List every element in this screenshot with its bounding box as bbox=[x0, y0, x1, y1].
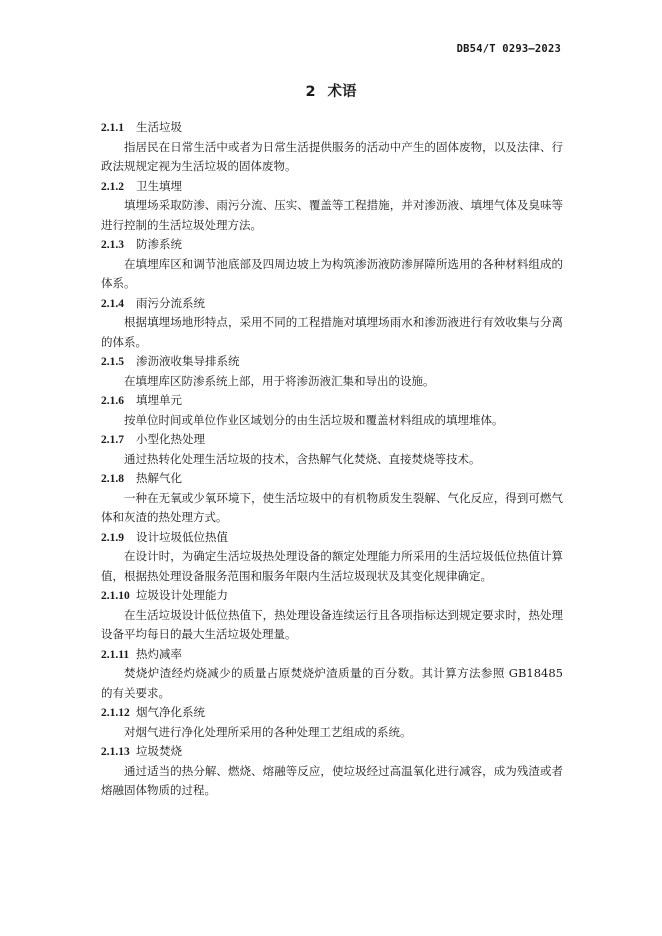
term-number: 2.1.12 bbox=[101, 707, 130, 719]
term-definition: 焚烧炉渣经灼烧减少的质量占原焚烧炉渣质量的百分数。其计算方法参照 GB18485 的有关要求。 bbox=[101, 666, 563, 700]
term-number: 2.1.6 bbox=[101, 395, 124, 407]
term-entry bbox=[101, 703, 563, 742]
chapter-title-text: 术语 bbox=[327, 84, 357, 100]
term-name: 热灼减率 bbox=[136, 646, 182, 661]
term-number: 2.1.9 bbox=[101, 531, 124, 544]
term-entry bbox=[101, 391, 563, 430]
term-entry bbox=[101, 528, 563, 587]
terms-list bbox=[101, 118, 563, 801]
term-entry bbox=[101, 294, 563, 353]
term-number: 2.1.8 bbox=[101, 473, 124, 485]
term-name: 垃圾设计处理能力 bbox=[136, 588, 228, 602]
term-number: 2.1.10 bbox=[101, 590, 130, 602]
term-entry bbox=[101, 742, 563, 801]
term-name: 雨污分流系统 bbox=[136, 295, 205, 310]
term-heading bbox=[101, 469, 563, 489]
term-definition: 按单位时间或单位作业区域划分的由生活垃圾和覆盖材料组成的填埋堆体。 bbox=[124, 412, 504, 427]
term-heading bbox=[101, 586, 563, 606]
chapter-title bbox=[0, 80, 662, 101]
term-heading bbox=[101, 294, 563, 314]
term-heading bbox=[101, 528, 563, 548]
term-definition: 在生活垃圾设计低位热值下，热处理设备连续运行且各项指标达到规定要求时，热处理设备平均每日的最大生活垃圾处理量。 bbox=[101, 607, 563, 641]
term-name: 渗沥液收集导排系统 bbox=[136, 354, 240, 368]
term-name: 填埋单元 bbox=[136, 393, 182, 407]
term-number: 2.1.11 bbox=[101, 648, 130, 661]
term-entry bbox=[101, 118, 563, 177]
term-entry bbox=[101, 177, 563, 236]
term-number: 2.1.7 bbox=[101, 434, 124, 446]
term-entry bbox=[101, 352, 563, 391]
term-definition: 对烟气进行净化处理所采用的各种处理工艺组成的系统。 bbox=[124, 724, 412, 739]
term-name: 小型化热处理 bbox=[136, 432, 205, 446]
term-name: 热解气化 bbox=[136, 471, 182, 485]
term-heading bbox=[101, 742, 563, 762]
term-heading bbox=[101, 235, 563, 255]
term-definition: 通过热转化处理生活垃圾的技术，含热解气化焚烧、直接焚烧等技术。 bbox=[124, 451, 481, 466]
term-entry bbox=[101, 430, 563, 469]
term-definition: 在填埋库区防渗系统上部，用于将渗沥液汇集和导出的设施。 bbox=[124, 373, 435, 388]
term-heading bbox=[101, 177, 563, 197]
term-entry bbox=[101, 235, 563, 294]
term-heading bbox=[101, 645, 563, 665]
term-number: 2.1.4 bbox=[101, 297, 124, 310]
term-definition: 指居民在日常生活中或者为日常生活提供服务的活动中产生的固体废物，以及法律、行政法规规定视为生活垃圾的固体废物。 bbox=[101, 139, 563, 173]
term-definition: 通过适当的热分解、燃烧、熔融等反应，使垃圾经过高温氧化进行减容，成为残渣或者熔融固体物质的过程。 bbox=[101, 763, 563, 797]
term-name: 生活垃圾 bbox=[136, 120, 182, 134]
term-heading bbox=[101, 118, 563, 138]
term-name: 烟气净化系统 bbox=[136, 705, 205, 719]
term-number: 2.1.13 bbox=[101, 746, 130, 758]
term-entry bbox=[101, 586, 563, 645]
term-heading bbox=[101, 352, 563, 372]
term-number: 2.1.1 bbox=[101, 122, 124, 134]
document-code: DB54/T 0293—2023 bbox=[456, 43, 561, 55]
term-heading bbox=[101, 391, 563, 411]
term-name: 卫生填埋 bbox=[136, 178, 182, 193]
term-entry bbox=[101, 645, 563, 704]
term-entry bbox=[101, 469, 563, 528]
term-name: 垃圾焚烧 bbox=[136, 744, 182, 758]
term-definition: 在填埋库区和调节池底部及四周边坡上为构筑渗沥液防渗屏障所选用的各种材料组成的体系。 bbox=[101, 256, 563, 290]
term-definition: 一种在无氧或少氧环境下，使生活垃圾中的有机物质发生裂解、气化反应，得到可燃气体和灰渣的热处理方式。 bbox=[101, 490, 563, 524]
term-number: 2.1.2 bbox=[101, 180, 124, 193]
term-name: 防渗系统 bbox=[136, 237, 182, 251]
term-heading bbox=[101, 703, 563, 723]
term-definition: 填埋场采取防渗、雨污分流、压实、覆盖等工程措施，并对渗沥液、填埋气体及臭味等进行控制的生活垃圾处理方法。 bbox=[101, 198, 563, 232]
term-definition: 在设计时，为确定生活垃圾热处理设备的额定处理能力所采用的生活垃圾低位热值计算值，根据热处理设备服务范围和服务年限内生活垃圾现状及其变化规律确定。 bbox=[101, 549, 563, 583]
term-name: 设计垃圾低位热值 bbox=[136, 529, 228, 544]
term-number: 2.1.5 bbox=[101, 356, 124, 368]
term-heading bbox=[101, 430, 563, 450]
term-number: 2.1.3 bbox=[101, 239, 124, 251]
term-definition: 根据填埋场地形特点，采用不同的工程措施对填埋场雨水和渗沥液进行有效收集与分离的体系。 bbox=[101, 315, 563, 349]
chapter-number: 2 bbox=[305, 84, 316, 100]
